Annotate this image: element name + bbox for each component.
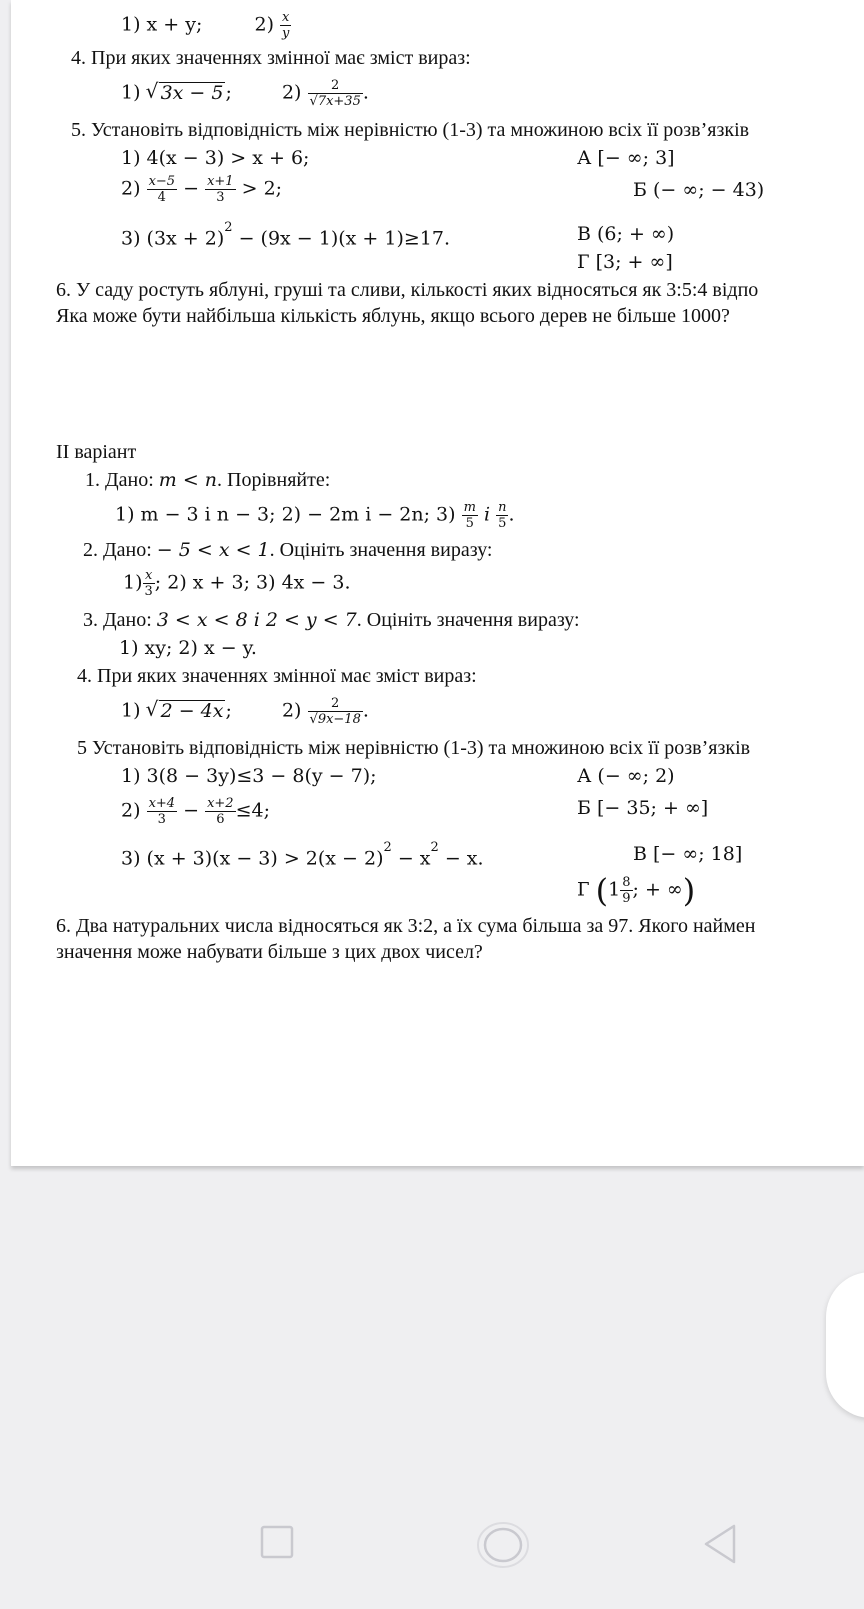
square-icon[interactable] xyxy=(259,1524,295,1560)
v1-q5-row3-right: В (6; + ∞) xyxy=(577,223,675,245)
v1-q5-row2-left: 2) $\frac{x-5}{4}$ − $\frac{x+1}{3}$ > 2; xyxy=(121,174,283,205)
v1-q3-options xyxy=(121,10,291,41)
v2-q4-options: 1) √ 2 − 4x ; 2) $\frac{2}{√9x-18}$ . xyxy=(121,696,369,727)
v2-q5-row1-left: 1) 3(8 − 3y)≤3 − 8(y − 7); xyxy=(121,765,377,787)
v1-q3-fraction: $\frac{x}{y}$ xyxy=(282,10,290,41)
v1-q5-row4-right: Г [3; + ∞] xyxy=(577,251,673,273)
v2-q5-row3-right: В [− ∞; 18] xyxy=(633,843,743,865)
v1-q4-fraction: $\frac{2}{√7x+35}$ xyxy=(309,78,361,109)
v1-q5-row2-right: Б (− ∞; − 43) xyxy=(633,179,765,201)
v1-q5-row1-left: 1) 4(x − 3) > x + 6; xyxy=(121,147,310,169)
v1-q4-options: 1) √ 3x − 5 ; 2) $\frac{2}{√7x+35}$ . xyxy=(121,78,369,109)
v2-q5-text: 5 Установіть відповідність між нерівністю (1-3) та множиною всіх її розв’язків xyxy=(77,737,751,759)
v2-q4-sqrt: √ 2 − 4x xyxy=(147,699,226,723)
v2-q2: 2. Дано: − 5 < x < 1. Оцініть значення виразу: xyxy=(83,539,493,561)
v2-q3-options: 1) xy; 2) x − y. xyxy=(119,637,257,659)
v1-q3-opt1: 1) x + y; xyxy=(121,13,203,36)
triangle-back-icon[interactable] xyxy=(700,1522,740,1566)
circle-icon[interactable] xyxy=(474,1520,532,1570)
v2-q5-row1-right: А (− ∞; 2) xyxy=(577,765,675,787)
v2-q5-row3-left: 3) $(x + 3)(x - 3) > 2(x - 2)^2 - x^2 - x$. xyxy=(121,840,484,870)
v2-q5-row2-right: Б [− 35; + ∞] xyxy=(577,797,709,819)
v1-q5-text: 5. Установіть відповідність між нерівністю (1-3) та множиною всіх її розв’язків xyxy=(71,119,750,141)
v2-q6-line2: значення може набувати більше з цих двох чисел? xyxy=(56,941,483,963)
floating-action-button[interactable] xyxy=(826,1272,864,1418)
v2-q4-text: 4. При яких значеннях змінної має зміст вираз: xyxy=(77,665,477,687)
document-page xyxy=(11,0,864,1166)
v2-q1-options: 1) m − 3 і n − 3; 2) − 2m і − 2n; 3) $\frac{m}{5}$ і $\frac{n}{5}$ . xyxy=(115,500,515,531)
v2-q6-line1: 6. Два натуральних числа відносяться як 3:2, а їх сума більша за 97. Якого наймен xyxy=(56,915,756,937)
v2-title: ІІ варіант xyxy=(56,441,137,463)
v2-q1: 1. Дано: m < n. Порівняйте: xyxy=(85,469,331,491)
v2-q5-row4-right: Г (1 $\frac{8}{9}$ ; + ∞) xyxy=(577,871,696,910)
v1-q6-line2: Яка може бути найбільша кількість яблунь, якщо всього дерев не більше 1000? xyxy=(56,305,730,327)
v1-q5-row3-left: 3) $(3x + 2)^2 - (9x - 1)(x + 1)\ge 17$. xyxy=(121,220,451,250)
v2-q4-fraction: $\frac{2}{√9x-18}$ xyxy=(309,696,361,727)
v1-q6-line1: 6. У саду ростуть яблуні, груші та сливи, кількості яких відносяться як 3:5:4 відпо xyxy=(56,279,759,301)
v1-q4-text: 4. При яких значеннях змінної має зміст вираз: xyxy=(71,47,471,69)
v1-q4-sqrt: √ 3x − 5 xyxy=(147,81,226,105)
v2-q5-row2-left: 2) $\frac{x+4}{3}$ − $\frac{x+2}{6}$ ≤4; xyxy=(121,796,270,827)
v1-q5-row1-right: А [− ∞; 3] xyxy=(577,147,675,169)
v2-q2-options: 1) $\frac{x}{3}$ ; 2) x + 3; 3) 4x − 3. xyxy=(123,568,351,599)
v2-q3: 3. Дано: 3 < x < 8 і 2 < y < 7. Оцініть значення виразу: xyxy=(83,609,580,631)
v1-q3-opt2-prefix: 2) xyxy=(254,13,274,36)
